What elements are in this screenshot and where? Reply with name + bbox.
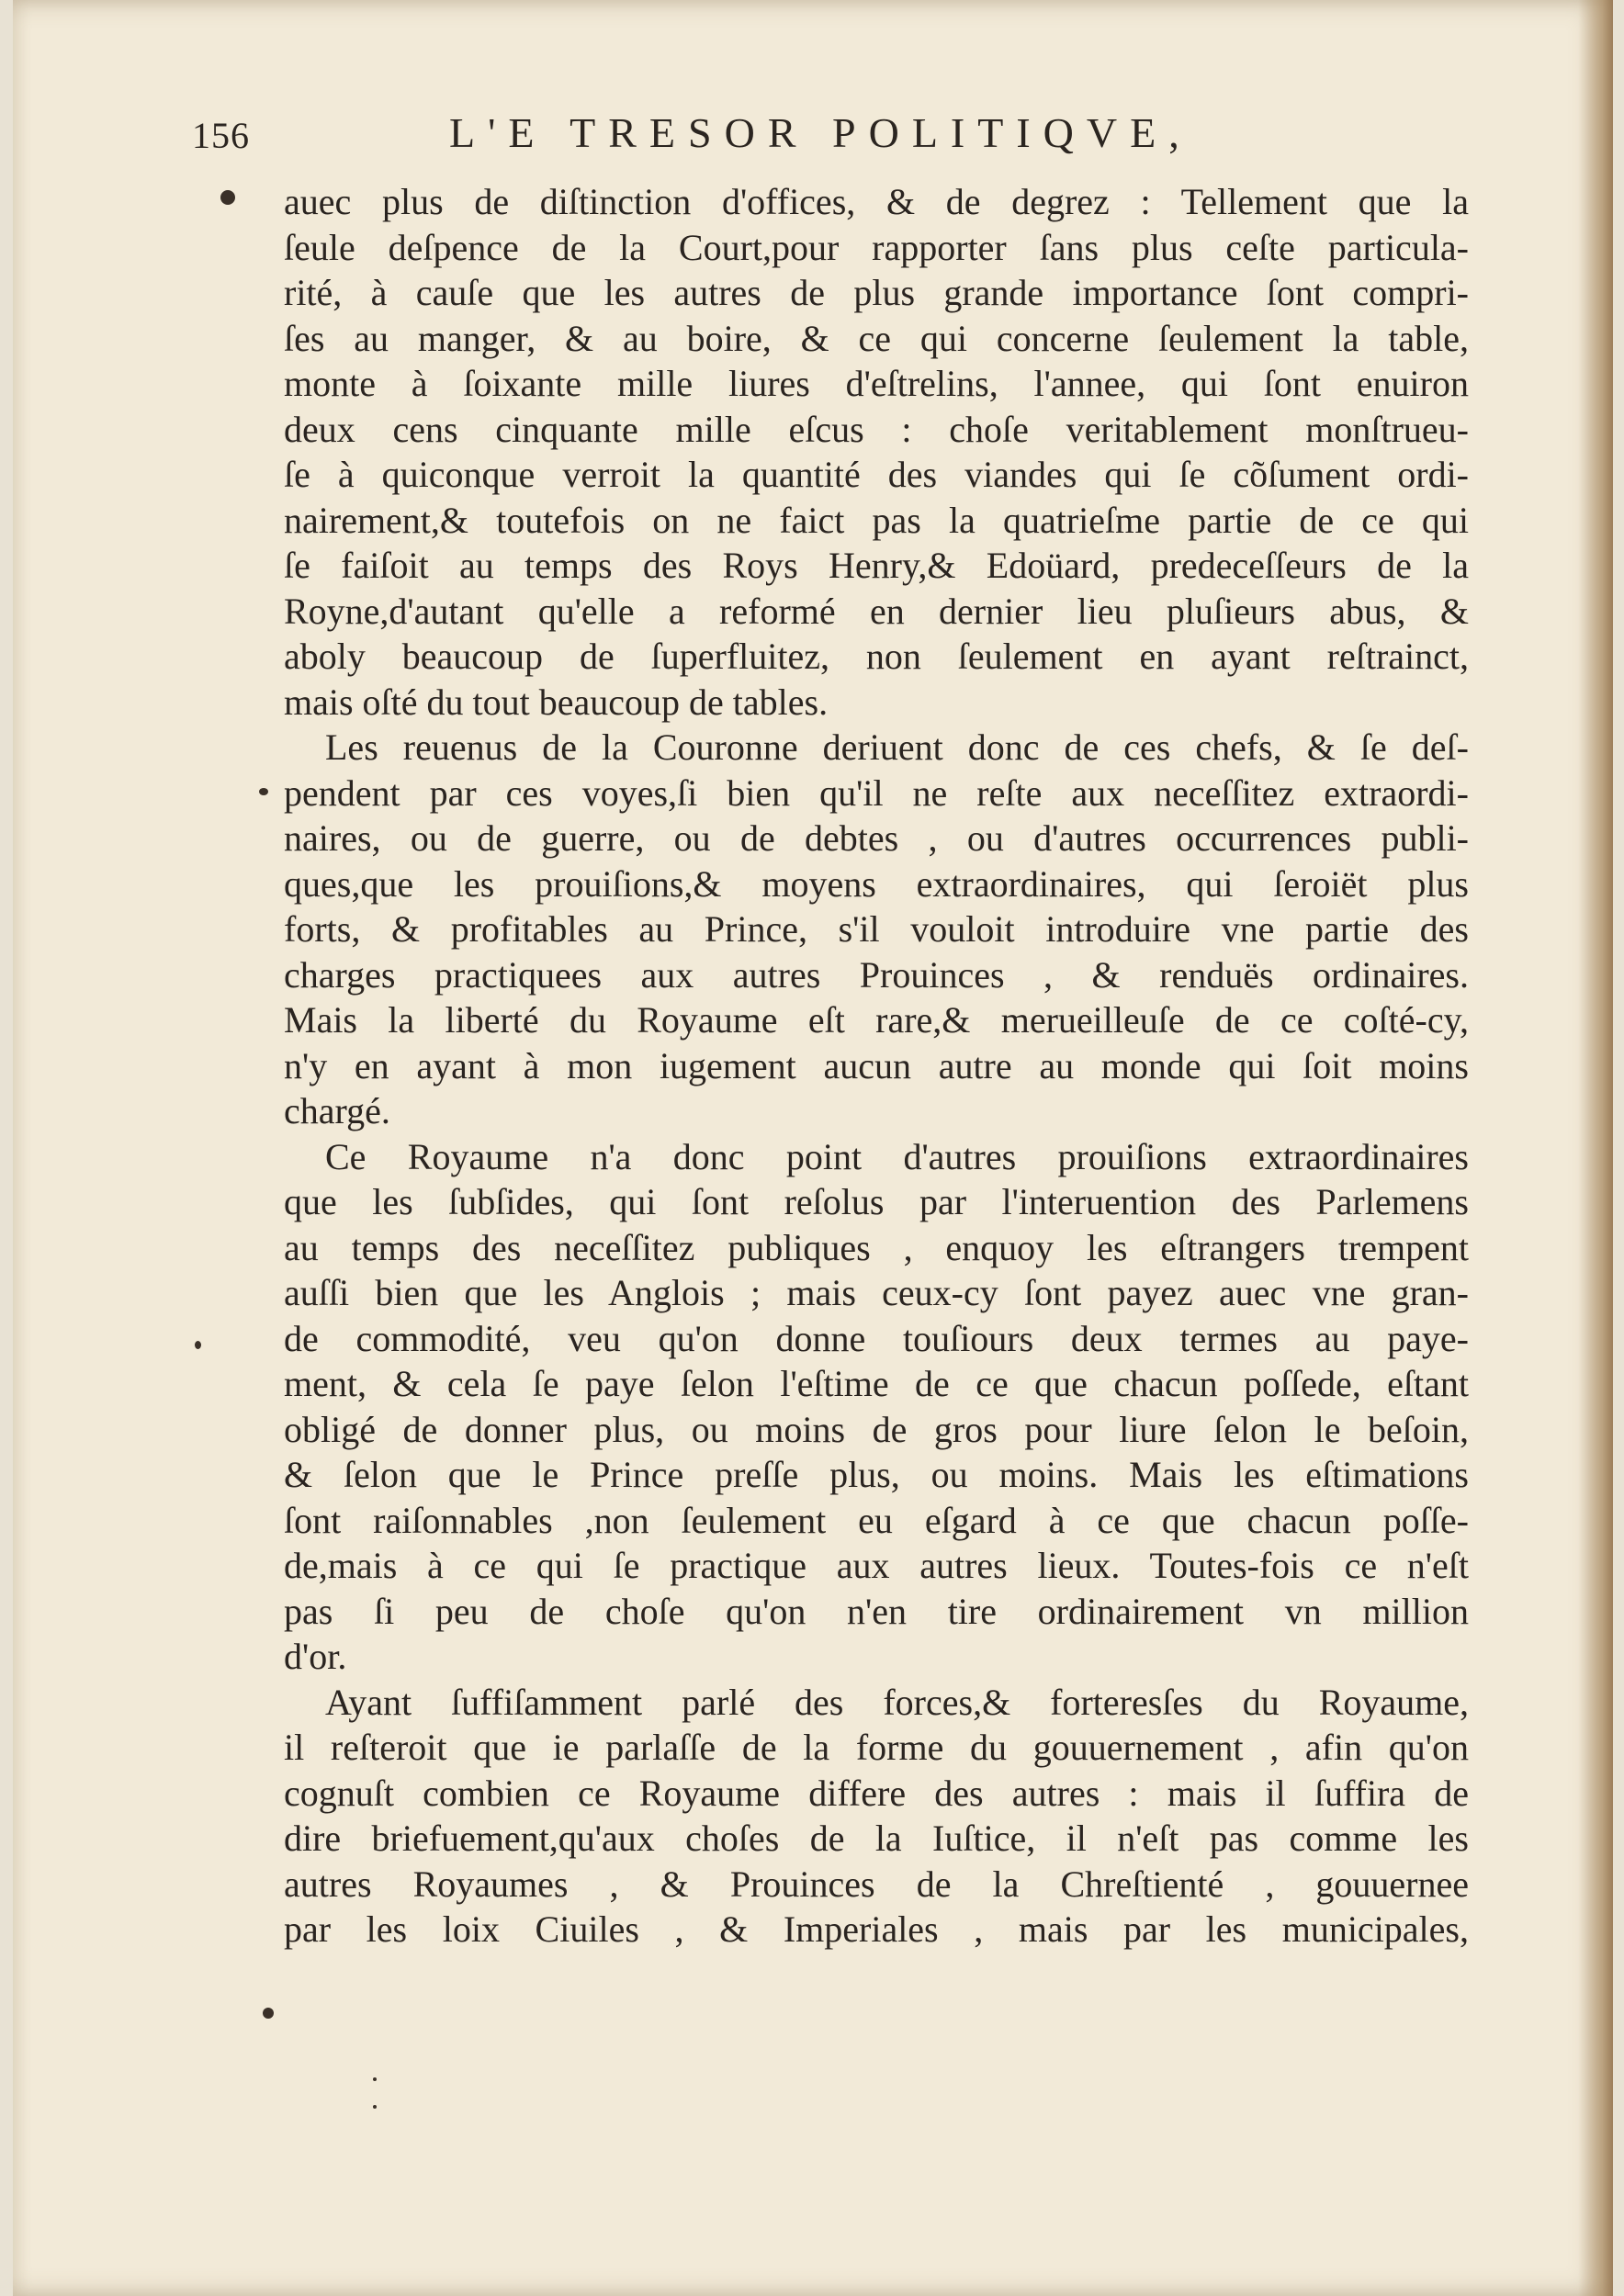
- text-line: naires, ou de guerre, ou de debtes , ou d'autres occurrences publi-: [284, 817, 1469, 859]
- text-line: ques,que les prouiſions,& moyens extraordinaires, qui ſeroiët plus: [284, 862, 1469, 905]
- ink-spot: [373, 2105, 377, 2109]
- page-header: [192, 108, 1294, 173]
- text-line: par les loix Ciuiles , & Imperiales , mais par les municipales,: [284, 1908, 1469, 1950]
- text-line: pas ſi peu de choſe qu'on n'en tire ordinairement vn million: [284, 1590, 1469, 1632]
- text-line: monte à ſoixante mille liures d'eſtrelins, l'annee, qui ſont enuiron: [284, 363, 1469, 404]
- text-line: de,mais à ce qui ſe practique aux autres lieux. Toutes-fois ce n'eſt: [284, 1545, 1469, 1586]
- text-line: que les ſubſides, qui ſont reſolus par l'interuention des Parlemens: [284, 1181, 1469, 1222]
- text-line: charges practiquees aux autres Prouinces , & renduës ordinaires.: [284, 953, 1469, 996]
- text-line: deux cens cinquante mille eſcus : choſe veritablement monſtrueu-: [284, 408, 1469, 450]
- ink-spot: [259, 788, 268, 795]
- text-line: Royne,d'autant qu'elle a reformé en dernier lieu pluſieurs abus, &: [284, 590, 1469, 632]
- text-line: pendent par ces voyes,ſi bien qu'il ne reſte aux neceſſitez extraordi-: [284, 771, 1469, 814]
- ink-spot: [195, 1341, 201, 1349]
- text-line: de commodité, veu qu'on donne touſiours deux termes au paye-: [284, 1317, 1469, 1359]
- text-line: chargé.: [284, 1090, 390, 1131]
- text-line: obligé de donner plus, ou moins de gros pour liure ſelon le beſoin,: [284, 1408, 1469, 1450]
- text-line: ſont raiſonnables ,non ſeulement eu eſgard à ce que chacun poſſe-: [284, 1499, 1469, 1541]
- ink-spot: [373, 2077, 377, 2081]
- body-text: [284, 179, 1469, 1953]
- text-line: ſe faiſoit au temps des Roys Henry,& Edoüard, predeceſſeurs de la: [284, 545, 1469, 586]
- text-line: Les reuenus de la Couronne deriuent donc de ces chefs, & ſe deſ-: [325, 726, 1469, 768]
- text-line: mais oſté du tout beaucoup de tables.: [284, 681, 829, 723]
- text-line: cognuſt combien ce Royaume differe des autres : mais il ſuffira de: [284, 1772, 1469, 1814]
- text-line: auſſi bien que les Anglois ; mais ceux-cy ſont payez auec vne gran-: [284, 1272, 1469, 1313]
- text-line: ſes au manger, & au boire, & ce qui concerne ſeulement la table,: [284, 317, 1469, 359]
- text-line: ſe à quiconque verroit la quantité des viandes qui ſe cõſument ordi-: [284, 454, 1469, 495]
- text-line: ment, & cela ſe paye ſelon l'eſtime de ce que chacun poſſede, eſtant: [284, 1363, 1469, 1404]
- text-line: aboly beaucoup de ſuperfluitez, non ſeulement en ayant reſtrainct,: [284, 636, 1469, 677]
- text-line: nairement,& toutefois on ne faict pas la quatrieſme partie de ce qui: [284, 499, 1469, 541]
- text-line: d'or.: [284, 1636, 347, 1677]
- ink-spot: [263, 2008, 274, 2019]
- text-line: au temps des neceſſitez publiques , enquoy les eſtrangers trempent: [284, 1226, 1469, 1268]
- text-line: rité, à cauſe que les autres de plus grande importance ſont compri-: [284, 272, 1469, 313]
- text-line: forts, & profitables au Prince, s'il vouloit introduire vne partie des: [284, 908, 1469, 950]
- ink-spot: [220, 190, 235, 205]
- running-title: L'E TRESOR POLITIQVE,: [449, 109, 1192, 156]
- text-line: dire briefuement,qu'aux choſes de la Iuſtice, il n'eſt pas comme les: [284, 1818, 1469, 1859]
- text-line: n'y en ayant à mon iugement aucun autre au monde qui ſoit moins: [284, 1044, 1469, 1086]
- page-number: 156: [192, 115, 250, 156]
- text-line: Ayant ſuffiſamment parlé des forces,& forteresſes du Royaume,: [325, 1681, 1469, 1723]
- text-line: Ce Royaume n'a donc point d'autres prouiſions extraordinaires: [325, 1135, 1469, 1177]
- text-line: auec plus de diſtinction d'offices, & de degrez : Tellement que la: [284, 181, 1469, 222]
- text-line: autres Royaumes , & Prouinces de la Chreſtienté , gouuernee: [284, 1863, 1469, 1905]
- page-edge-shadow: [1578, 0, 1613, 2296]
- text-line: ſeule deſpence de la Court,pour rapporter ſans plus ceſte particula-: [284, 226, 1469, 268]
- book-page: [13, 0, 1613, 2296]
- text-line: Mais la liberté du Royaume eſt rare,& merueilleuſe de ce coſté-cy,: [284, 999, 1469, 1041]
- text-line: & ſelon que le Prince preſſe plus, ou moins. Mais les eſtimations: [284, 1454, 1469, 1495]
- text-line: il reſteroit que ie parlaſſe de la forme du gouuernement , afin qu'on: [284, 1727, 1469, 1768]
